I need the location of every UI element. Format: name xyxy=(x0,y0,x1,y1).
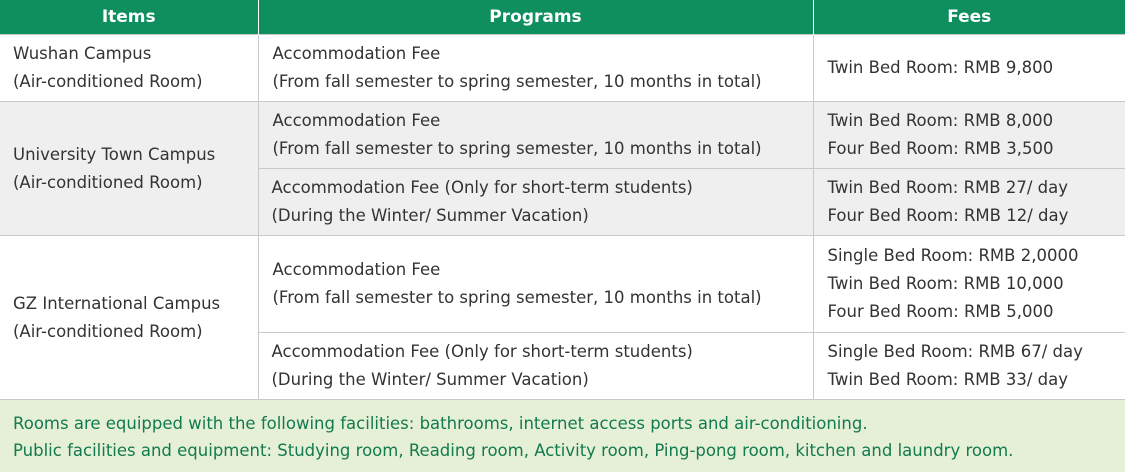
fees-cell xyxy=(813,35,1125,102)
room-type: (Air-conditioned Room) xyxy=(13,321,203,341)
program-cell xyxy=(258,35,813,102)
program-title: Accommodation Fee (Only for short-term students) xyxy=(271,178,693,197)
fee-line: Twin Bed Room: RMB 9,800 xyxy=(827,58,1054,77)
fees-cell xyxy=(813,169,1125,236)
fee-line: Four Bed Room: RMB 12/ day xyxy=(827,206,1069,225)
program-cell xyxy=(258,236,813,333)
room-facilities-text: Rooms are equipped with the following facilities: bathrooms, internet access ports and air-conditioning. xyxy=(13,414,868,433)
program-title: Accommodation Fee xyxy=(272,44,441,63)
fee-line: Single Bed Room: RMB 2,0000 xyxy=(827,246,1079,265)
table-header-row xyxy=(0,0,1125,35)
program-period: (From fall semester to spring semester, 10 months in total) xyxy=(272,72,762,91)
program-title: Accommodation Fee (Only for short-term students) xyxy=(271,342,693,361)
fees-cell xyxy=(813,333,1125,400)
table-row-gz-international-1 xyxy=(0,236,1125,333)
item-cell-wushan xyxy=(0,35,258,102)
fee-line: Twin Bed Room: RMB 8,000 xyxy=(827,111,1054,130)
campus-name: University Town Campus xyxy=(13,144,216,164)
fee-line: Four Bed Room: RMB 3,500 xyxy=(827,139,1054,158)
fee-line: Four Bed Room: RMB 5,000 xyxy=(827,302,1054,321)
fees-cell xyxy=(813,236,1125,333)
header-programs: Programs xyxy=(258,0,813,35)
program-period: (During the Winter/ Summer Vacation) xyxy=(271,206,589,225)
public-facilities-text: Public facilities and equipment: Studying room, Reading room, Activity room, Ping-pong room, kitchen and laundry room. xyxy=(13,441,1014,460)
campus-name: Wushan Campus xyxy=(13,44,152,63)
room-type: (Air-conditioned Room) xyxy=(13,172,203,192)
fees-cell xyxy=(813,102,1125,169)
fee-line: Single Bed Room: RMB 67/ day xyxy=(827,342,1083,361)
header-items: Items xyxy=(0,0,258,35)
fee-line: Twin Bed Room: RMB 27/ day xyxy=(827,178,1069,197)
table-row-university-town-1 xyxy=(0,102,1125,169)
header-fees: Fees xyxy=(813,0,1125,35)
program-cell xyxy=(258,102,813,169)
room-type: (Air-conditioned Room) xyxy=(13,72,203,91)
program-cell xyxy=(258,333,813,400)
program-cell xyxy=(258,169,813,236)
item-cell-gz-international xyxy=(0,236,258,400)
item-cell-university-town xyxy=(0,102,258,236)
program-period: (During the Winter/ Summer Vacation) xyxy=(271,370,589,389)
program-period: (From fall semester to spring semester, 10 months in total) xyxy=(272,288,762,307)
fee-line: Twin Bed Room: RMB 33/ day xyxy=(827,370,1069,389)
program-title: Accommodation Fee xyxy=(272,260,441,279)
table-row-wushan xyxy=(0,35,1125,102)
fee-line: Twin Bed Room: RMB 10,000 xyxy=(827,274,1064,293)
facilities-note xyxy=(0,400,1125,472)
campus-name: GZ International Campus xyxy=(13,293,221,313)
program-period: (From fall semester to spring semester, 10 months in total) xyxy=(272,139,762,158)
program-title: Accommodation Fee xyxy=(272,111,441,130)
